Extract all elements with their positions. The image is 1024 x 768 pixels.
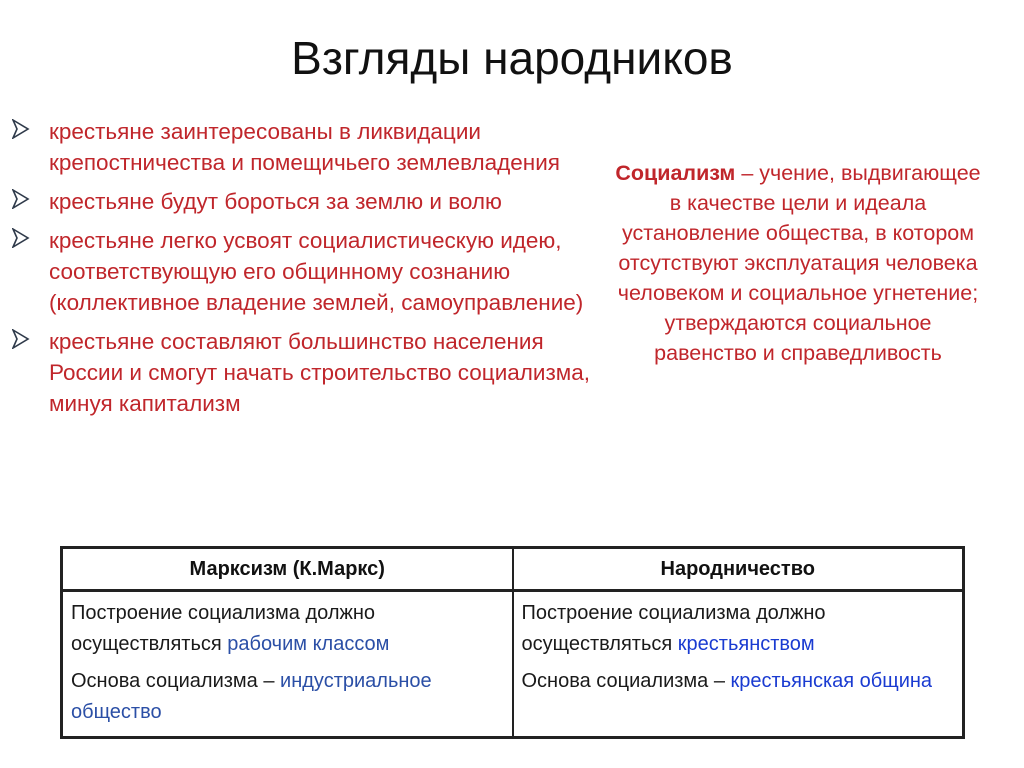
definition-text: – учение, выдвигающее в качестве цели и идеала установление общества, в котором отсутствуют эксплуатация человека человеком и социальное угнетение; утверждаются социальное равенство и справедливость <box>617 161 981 365</box>
bullet-item <box>12 326 592 419</box>
cell-marxism <box>63 591 513 737</box>
marxism-build-highlight: рабочим классом <box>227 633 390 655</box>
page-title: Взгляды народников <box>291 32 733 84</box>
bullet-text: крестьяне заинтересованы в ликвидации крепостничества и помещичьего землевладения <box>49 119 560 175</box>
marxism-build-statement <box>71 598 504 660</box>
bullet-item <box>12 186 592 217</box>
arrow-bullet-icon <box>12 189 30 209</box>
comparison-table-grid <box>63 549 962 736</box>
populism-basis-prefix: Основа социализма – <box>521 670 731 692</box>
socialism-definition <box>612 158 984 368</box>
marxism-basis-prefix: Основа социализма – <box>71 670 281 692</box>
comparison-table <box>60 546 965 739</box>
populism-build-statement <box>522 598 955 660</box>
arrow-bullet-icon <box>12 329 30 349</box>
populism-basis-highlight: крестьянская община <box>730 670 933 692</box>
arrow-bullet-icon <box>12 228 30 248</box>
bullet-text: крестьяне легко усвоят социалистическую идею, соответствующую его общинному сознанию (коллективное владение землей, самоуправление) <box>49 228 584 315</box>
bullet-item <box>12 225 592 318</box>
marxism-build-prefix: Построение социализма должно осуществляться <box>71 602 376 655</box>
table-row <box>63 591 962 737</box>
header-marxism: Марксизм (К.Маркс) <box>63 549 513 591</box>
populism-build-prefix: Построение социализма должно осуществляться <box>521 602 826 655</box>
arrow-bullet-icon <box>12 119 30 139</box>
marxism-basis-highlight: индустриальное общество <box>71 670 432 723</box>
definition-term: Социализм <box>615 161 736 185</box>
populism-basis-statement <box>522 666 955 697</box>
populism-build-highlight: крестьянством <box>677 633 815 655</box>
marxism-basis-statement <box>71 666 504 728</box>
cell-populism <box>513 591 963 737</box>
bullet-text: крестьяне составляют большинство населения России и смогут начать строительство социализма, минуя капитализм <box>49 329 591 416</box>
bullet-text: крестьяне будут бороться за землю и волю <box>49 189 502 214</box>
bullet-list <box>12 116 592 427</box>
bullet-item <box>12 116 592 178</box>
header-populism: Народничество <box>513 549 963 591</box>
table-header-row <box>63 549 962 591</box>
